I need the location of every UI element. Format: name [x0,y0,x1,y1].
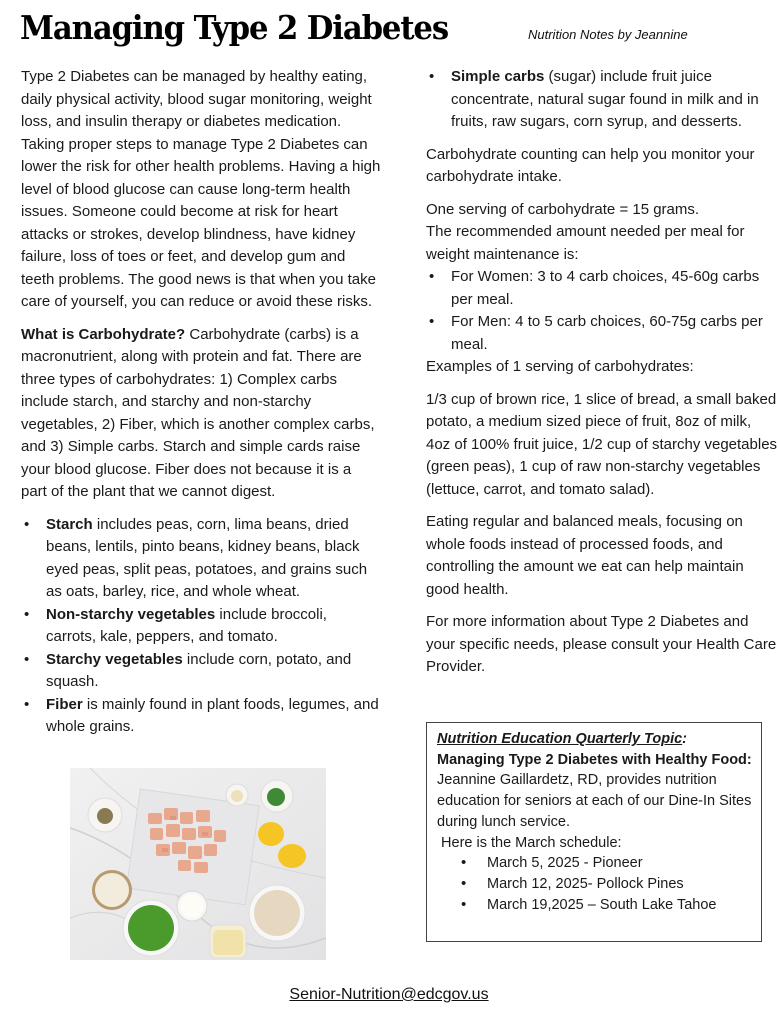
list-item: • Starchy vegetables include corn, potato, and squash. [21,649,381,694]
list-item: • March 19,2025 – South Lake Tahoe [437,895,761,916]
serving-line: One serving of carbohydrate = 15 grams. [426,200,700,218]
schedule-list [437,853,761,915]
list-item: • For Men: 4 to 5 carb choices, 60-75g carbs per meal. [426,311,778,356]
page-title: Managing Type 2 Diabetes [20,8,448,47]
topic-title: Managing Type 2 Diabetes with Healthy Food: [437,751,752,768]
examples-heading: Examples of 1 serving of carbohydrates: [426,358,694,375]
recommended-line: The recommended amount needed per meal for weight maintenance is: [426,223,745,263]
simple-carbs-list [426,66,778,134]
carbohydrate-paragraph: What is Carbohydrate? Carbohydrate (carbs) is a macronutrient, along with protein and fat. There are three types of carbohydrates: 1) Complex carbs include starch, and starchy and non-starchy vegetables, 2) Fiber, which is another complex carbs, and 3) Simple carbs. Starch and simple cards raise your blood glucose. Fiber does not because it is a part of the plant that we cannot digest. [21,325,375,500]
topic-description: Jeannine Gaillardetz, RD, provides nutrition education for seniors at each of our Dine-In Sites during lunch service. [437,772,752,830]
list-item: • Simple carbs (sugar) include fruit juice concentrate, natural sugar found in milk and in fruits, raw sugars, corn syrup, and desserts. [426,66,778,134]
topic-label: Nutrition Education Quarterly Topic: [437,731,688,747]
food-illustration [70,768,326,960]
balanced-meals-paragraph: Eating regular and balanced meals, focusing on whole foods instead of processed foods, and controlling the amount we eat can help maintain good health. [426,513,744,598]
right-column [426,66,778,689]
ingredients-photo [70,768,326,960]
recommendations-list [426,266,778,356]
byline: Nutrition Notes by Jeannine [528,27,688,42]
left-column [21,66,381,739]
list-item: • For Women: 3 to 4 carb choices, 45-60g carbs per meal. [426,266,778,311]
more-info-paragraph: For more information about Type 2 Diabetes and your specific needs, please consult your Health Care Provider. [426,613,777,675]
list-item: • March 5, 2025 - Pioneer [437,853,761,874]
carb-types-list [21,514,381,739]
carb-counting-paragraph: Carbohydrate counting can help you monitor your carbohydrate intake. [426,145,755,185]
schedule-intro: Here is the March schedule: [437,834,622,851]
examples-paragraph: 1/3 cup of brown rice, 1 slice of bread, a small baked potato, a medium sized piece of fruit, 8oz of milk, 4oz of 100% fruit juice, 1/2 cup of starchy vegetables (green peas), 1 cup of raw non-starchy vegetables (lettuce, carrot, and tomato salad). [426,390,778,498]
list-item: • Fiber is mainly found in plant foods, legumes, and whole grains. [21,694,381,739]
footer [0,986,778,1004]
email-link[interactable]: Senior-Nutrition@edcgov.us [289,986,489,1003]
list-item: • Starch includes peas, corn, lima beans, dried beans, lentils, pinto beans, kidney beans, black eyed peas, split peas, potatoes, and grains such as oats, barley, rice, and whole wheat. [21,514,381,604]
list-item: • March 12, 2025- Pollock Pines [437,874,761,895]
intro-paragraph: Type 2 Diabetes can be managed by healthy eating, daily physical activity, blood sugar monitoring, weight loss, and insulin therapy or diabetes medication. Taking proper steps to manage Type 2 Diabetes can lower the risk for other health problems. Having a high level of blood glucose can cause long-term health issues. Someone could become at risk for heart attacks or strokes, develop blindness, have kidney failure, loss of toes or feet, and develop gum and teeth problems. The good news is that when you take care of yourself, you can reduce or avoid these risks. [21,68,381,310]
list-item: • Non-starchy vegetables include broccoli, carrots, kale, peppers, and tomato. [21,604,381,649]
quarterly-topic-box [426,722,762,942]
carbohydrate-heading: What is Carbohydrate? [21,325,186,343]
